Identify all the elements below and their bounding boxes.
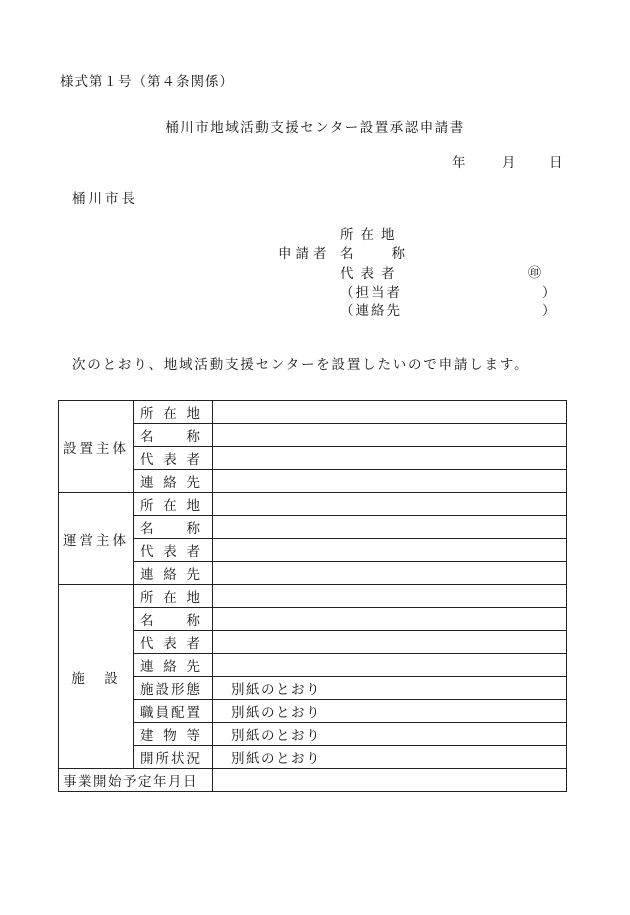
field-value[interactable] (213, 424, 567, 447)
field-label-char: 連 (140, 659, 154, 675)
table-row (59, 585, 567, 608)
field-label-char: 在 (163, 498, 177, 514)
field-label-char: 所 (140, 406, 154, 422)
applicant-contact-info-label: （連絡先 (340, 303, 402, 319)
field-label-char: 物 (163, 728, 177, 744)
field-value[interactable]: 別紙のとおり (213, 746, 567, 769)
field-label-chars (140, 678, 200, 698)
date-month-label: 月 (502, 155, 516, 171)
field-label (134, 470, 213, 493)
field-label-char: 設 (155, 682, 169, 698)
field-label-char: 先 (186, 567, 200, 583)
field-label-chars (140, 425, 200, 445)
field-label-char: 称 (186, 521, 200, 537)
start-date-label: 事業開始予定年月日 (59, 769, 213, 792)
application-table (58, 400, 567, 792)
field-value[interactable] (213, 562, 567, 585)
field-label-char: 代 (140, 452, 154, 468)
field-label-chars (140, 701, 200, 721)
field-label-chars (140, 747, 200, 767)
field-label (134, 401, 213, 424)
field-label-chars (140, 517, 200, 537)
group-label: 運営主体 (59, 493, 134, 585)
table-row (59, 608, 567, 631)
field-label-char: 代 (140, 636, 154, 652)
field-label-char: 表 (163, 544, 177, 560)
table-row (59, 447, 567, 470)
field-label-char: 名 (140, 613, 154, 629)
field-label (134, 539, 213, 562)
table-row (59, 677, 567, 700)
field-label-chars (140, 402, 200, 422)
field-label-chars (140, 586, 200, 606)
field-label-char: 職 (140, 705, 154, 721)
field-label-char: 表 (163, 636, 177, 652)
applicant-name-char-2: 称 (391, 246, 405, 262)
start-date-value[interactable] (213, 769, 567, 792)
field-label (134, 677, 213, 700)
applicant-contact-person-label: （担当者 (340, 285, 402, 301)
field-label (134, 562, 213, 585)
field-value[interactable]: 別紙のとおり (213, 723, 567, 746)
field-label (134, 746, 213, 769)
field-label-chars (140, 655, 200, 675)
field-label-chars (140, 563, 200, 583)
field-value[interactable] (213, 585, 567, 608)
document-title: 桶川市地域活動支援センター設置承認申請書 (165, 120, 465, 136)
field-label-char: 所 (140, 590, 154, 606)
field-value[interactable] (213, 654, 567, 677)
field-label-char: 先 (186, 475, 200, 491)
form-number: 様式第１号（第４条関係） (60, 74, 234, 90)
field-label-char: 開 (140, 751, 154, 767)
table-row (59, 539, 567, 562)
table-row (59, 424, 567, 447)
date-year-label: 年 (452, 155, 466, 171)
field-label-char: 称 (186, 613, 200, 629)
table-row (59, 654, 567, 677)
field-label-char: 配 (171, 705, 185, 721)
table-row (59, 769, 567, 792)
applicant-representative-label: 代表者 (340, 266, 402, 282)
table-row (59, 746, 567, 769)
field-value[interactable] (213, 539, 567, 562)
field-label-char: 者 (186, 636, 200, 652)
field-label (134, 654, 213, 677)
table-row (59, 562, 567, 585)
field-label-char: 形 (171, 682, 185, 698)
close-paren: ） (542, 285, 556, 301)
field-value[interactable]: 別紙のとおり (213, 700, 567, 723)
field-value[interactable] (213, 608, 567, 631)
field-label-chars (140, 724, 200, 744)
application-statement: 次のとおり、地域活動支援センターを設置したいので申請します。 (72, 357, 530, 373)
group-label: 施 設 (59, 585, 134, 769)
field-label-char: 状 (171, 751, 185, 767)
field-label-char: 況 (186, 751, 200, 767)
field-label-char: 連 (140, 567, 154, 583)
field-label-char: 在 (163, 406, 177, 422)
field-label-char: 在 (163, 590, 177, 606)
addressee: 桶川市長 (72, 191, 138, 207)
field-label (134, 516, 213, 539)
applicant-location-label: 所在地 (340, 227, 402, 243)
field-label-char: 者 (186, 452, 200, 468)
field-label (134, 585, 213, 608)
field-label-char: 所 (155, 751, 169, 767)
field-label-char: 施 (140, 682, 154, 698)
field-label-char: 態 (186, 682, 200, 698)
field-label-char: 名 (140, 429, 154, 445)
field-label-chars (140, 448, 200, 468)
field-value[interactable]: 別紙のとおり (213, 677, 567, 700)
field-label (134, 723, 213, 746)
field-label-char: 等 (186, 728, 200, 744)
field-value[interactable] (213, 516, 567, 539)
field-label (134, 631, 213, 654)
field-label-char: 代 (140, 544, 154, 560)
field-label-chars (140, 609, 200, 629)
field-label-chars (140, 471, 200, 491)
field-value[interactable] (213, 493, 567, 516)
date-day-label: 日 (549, 155, 563, 171)
field-label-char: 表 (163, 452, 177, 468)
close-paren: ） (542, 303, 556, 319)
table-row (59, 493, 567, 516)
field-label-char: 地 (186, 590, 200, 606)
field-label-chars (140, 540, 200, 560)
field-label-char: 地 (186, 406, 200, 422)
table-row (59, 723, 567, 746)
seal-mark: ㊞ (528, 266, 542, 281)
field-label (134, 447, 213, 470)
field-label-char: 連 (140, 475, 154, 491)
field-label-char: 先 (186, 659, 200, 675)
field-label (134, 608, 213, 631)
applicant-name-char-1: 名 (340, 246, 354, 262)
field-label-char: 置 (186, 705, 200, 721)
group-label: 設置主体 (59, 401, 134, 493)
field-label (134, 424, 213, 447)
table-row (59, 401, 567, 424)
field-label-char: 地 (186, 498, 200, 514)
field-label-char: 称 (186, 429, 200, 445)
field-label-char: 絡 (163, 659, 177, 675)
table-row (59, 700, 567, 723)
table-row (59, 516, 567, 539)
field-value[interactable] (213, 631, 567, 654)
field-value[interactable] (213, 401, 567, 424)
field-label-chars (140, 494, 200, 514)
field-label-char: 建 (140, 728, 154, 744)
field-label-char: 者 (186, 544, 200, 560)
applicant-label: 申請者 (278, 246, 331, 262)
field-label-char: 絡 (163, 567, 177, 583)
table-row (59, 470, 567, 493)
field-label (134, 493, 213, 516)
field-value[interactable] (213, 470, 567, 493)
field-value[interactable] (213, 447, 567, 470)
field-label-char: 所 (140, 498, 154, 514)
applicant-name-label (340, 242, 405, 262)
field-label (134, 700, 213, 723)
table-row (59, 631, 567, 654)
field-label-char: 絡 (163, 475, 177, 491)
field-label-chars (140, 632, 200, 652)
field-label-char: 名 (140, 521, 154, 537)
field-label-char: 員 (155, 705, 169, 721)
